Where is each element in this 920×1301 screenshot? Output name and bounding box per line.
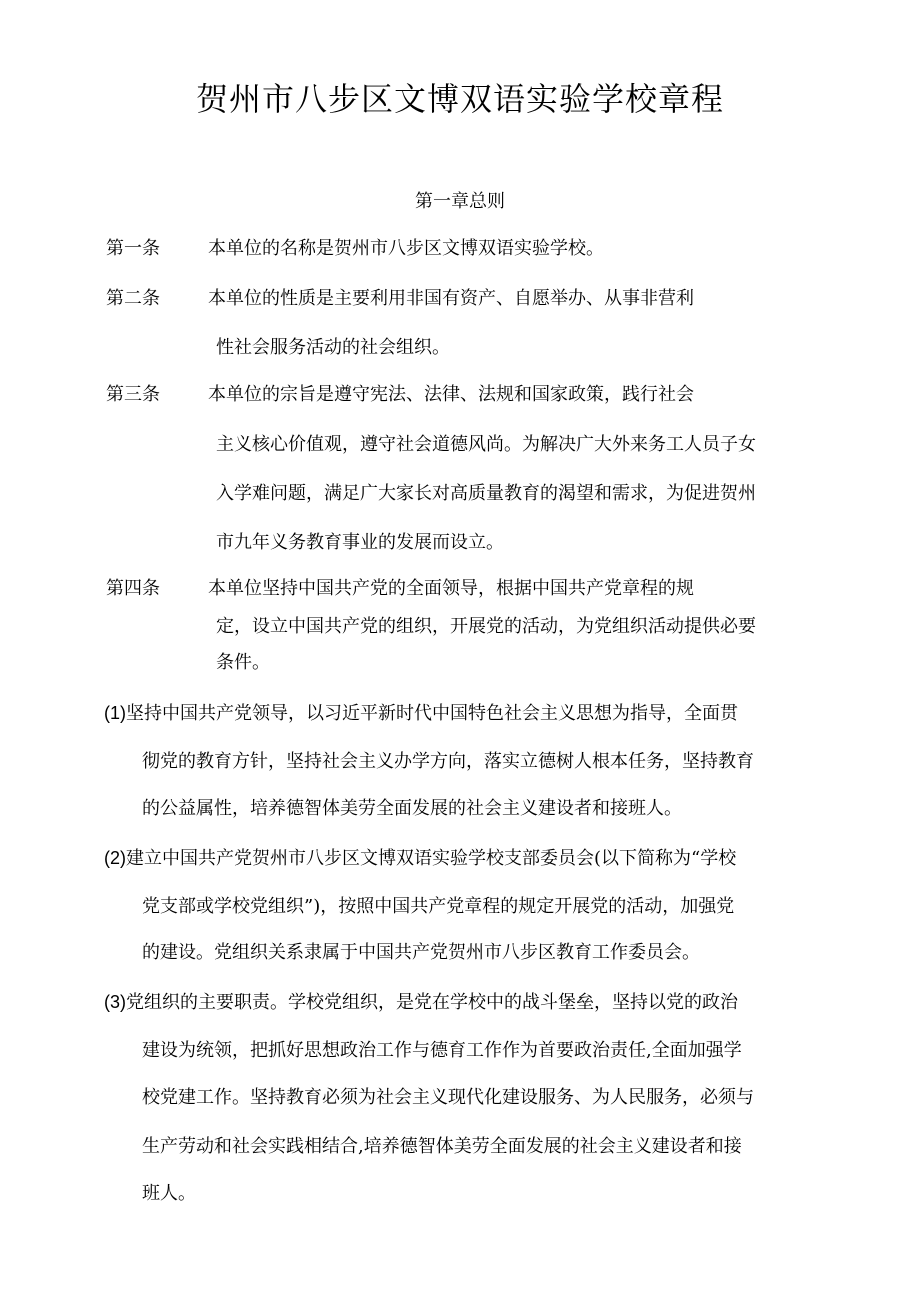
- item-number: (2): [104, 848, 126, 868]
- article-text-line: 本单位坚持中国共产党的全面领导，根据中国共产党章程的规: [208, 578, 694, 599]
- article-label: 第一条: [106, 238, 160, 259]
- item-text-line: 校党建工作。坚持教育必须为社会主义现代化建设服务、为人民服务，必须与: [142, 1087, 754, 1108]
- chapter-heading: 第一章总则: [415, 191, 505, 212]
- article-text-line: 入学难问题，满足广大家长对高质量教育的渴望和需求，为促进贺州: [216, 483, 756, 504]
- item-text-line: 的公益属性，培养德智体美劳全面发展的社会主义建设者和接班人。: [142, 798, 682, 819]
- item-text: 党组织的主要职责。学校党组织，是党在学校中的战斗堡垒，坚持以党的政治: [126, 992, 738, 1013]
- item-text-line: 彻党的教育方针，坚持社会主义办学方向，落实立德树人根本任务，坚持教育: [142, 751, 754, 772]
- numbered-item-first-line: [104, 846, 736, 871]
- article-text-line: 本单位的名称是贺州市八步区文博双语实验学校。: [208, 238, 604, 259]
- item-text-line: 班人。: [142, 1183, 196, 1204]
- item-number: (3): [104, 992, 126, 1012]
- article-text-line: 条件。: [216, 652, 270, 673]
- article-text-line: 性社会服务活动的社会组织。: [216, 337, 450, 358]
- numbered-item-first-line: [104, 701, 738, 726]
- item-text-line: 的建设。党组织关系隶属于中国共产党贺州市八步区教育工作委员会。: [142, 942, 700, 963]
- article-label: 第四条: [106, 578, 160, 599]
- article-text-line: 市九年义务教育事业的发展而设立。: [216, 532, 504, 553]
- item-text-line: 党支部或学校党组织”)，按照中国共产党章程的规定开展党的活动，加强党: [142, 896, 735, 917]
- item-number: (1): [104, 703, 126, 723]
- article-text-line: 本单位的性质是主要利用非国有资产、自愿举办、从事非营利: [208, 288, 694, 309]
- article-label: 第三条: [106, 384, 160, 405]
- item-text-line: 建设为统领，把抓好思想政治工作与德育工作作为首要政治责任,全面加强学: [142, 1040, 742, 1061]
- article-label: 第二条: [106, 288, 160, 309]
- item-text-line: 生产劳动和社会实践相结合,培养德智体美劳全面发展的社会主义建设者和接: [142, 1136, 742, 1157]
- article-text-line: 定，设立中国共产党的组织，开展党的活动，为党组织活动提供必要: [216, 616, 756, 637]
- item-text: 坚持中国共产党领导，以习近平新时代中国特色社会主义思想为指导，全面贯: [126, 703, 738, 724]
- item-text: 建立中国共产党贺州市八步区文博双语实验学校支部委员会(以下简称为“学校: [126, 848, 737, 869]
- numbered-item-first-line: [104, 990, 738, 1015]
- article-text-line: 主义核心价值观，遵守社会道德风尚。为解决广大外来务工人员子女: [216, 434, 756, 455]
- article-text-line: 本单位的宗旨是遵守宪法、法律、法规和国家政策，践行社会: [208, 384, 694, 405]
- document-title: 贺州市八步区文博双语实验学校章程: [195, 80, 724, 118]
